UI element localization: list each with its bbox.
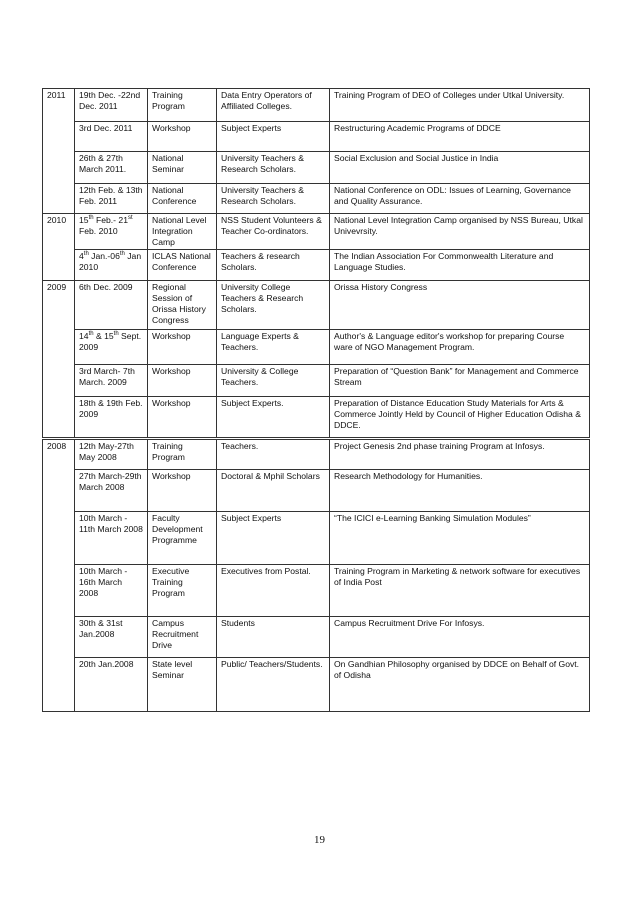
description-cell: Campus Recruitment Drive For Infosys.: [330, 617, 590, 658]
date-cell: 20th Jan.2008: [75, 658, 148, 712]
table-row: [43, 565, 590, 617]
date-text: 4: [79, 251, 84, 261]
participants-cell: Doctoral & Mphil Scholars: [217, 470, 330, 512]
table-row: [43, 214, 590, 250]
type-cell: ICLAS National Conference: [148, 250, 217, 281]
description-cell: Restructuring Academic Programs of DDCE: [330, 122, 590, 152]
date-cell: [75, 330, 148, 365]
date-cell: 6th Dec. 2009: [75, 281, 148, 330]
participants-cell: University Teachers & Research Scholars.: [217, 184, 330, 214]
year-cell: 2010: [43, 214, 75, 281]
page-number: 19: [314, 834, 325, 846]
type-cell: Campus Recruitment Drive: [148, 617, 217, 658]
type-cell: Workshop: [148, 122, 217, 152]
participants-cell: University Teachers & Research Scholars.: [217, 152, 330, 184]
type-cell: Regional Session of Orissa History Congress: [148, 281, 217, 330]
table-row: [43, 250, 590, 281]
year-cell: 2011: [43, 89, 75, 214]
ordinal-suffix: st: [127, 215, 133, 222]
type-cell: National Level Integration Camp: [148, 214, 217, 250]
table-row: [43, 122, 590, 152]
ordinal-suffix: th: [88, 331, 94, 338]
table-row: [43, 281, 590, 330]
table-row: [43, 152, 590, 184]
description-cell: Social Exclusion and Social Justice in India: [330, 152, 590, 184]
participants-cell: Language Experts & Teachers.: [217, 330, 330, 365]
table-row: [43, 512, 590, 565]
participants-cell: Subject Experts: [217, 122, 330, 152]
ordinal-suffix: th: [88, 215, 94, 222]
participants-cell: NSS Student Volunteers & Teacher Co-ordinators.: [217, 214, 330, 250]
ordinal-suffix: th: [113, 331, 119, 338]
description-cell: Preparation of “Question Bank” for Management and Commerce Stream: [330, 365, 590, 397]
date-text: & 15: [93, 331, 114, 341]
date-text: Feb.- 21: [93, 215, 128, 225]
type-cell: Training Program: [148, 439, 217, 470]
description-cell: Training Program in Marketing & network software for executives of India Post: [330, 565, 590, 617]
table-row: [43, 330, 590, 365]
date-cell: 3rd March- 7th March. 2009: [75, 365, 148, 397]
description-cell: Research Methodology for Humanities.: [330, 470, 590, 512]
description-cell: On Gandhian Philosophy organised by DDCE on Behalf of Govt. of Odisha: [330, 658, 590, 712]
participants-cell: Public/ Teachers/Students.: [217, 658, 330, 712]
date-cell: 26th & 27th March 2011.: [75, 152, 148, 184]
type-cell: Executive Training Program: [148, 565, 217, 617]
description-cell: National Level Integration Camp organised by NSS Bureau, Utkal Univevrsity.: [330, 214, 590, 250]
table-row: [43, 184, 590, 214]
description-cell: Author's & Language editor's workshop for preparing Course ware of NGO Management Program.: [330, 330, 590, 365]
date-cell: 10th March - 16th March 2008: [75, 565, 148, 617]
participants-cell: Teachers.: [217, 439, 330, 470]
date-cell: 10th March - 11th March 2008: [75, 512, 148, 565]
date-cell: [75, 250, 148, 281]
year-cell: 2008: [43, 439, 75, 712]
date-cell: 19th Dec. -22nd Dec. 2011: [75, 89, 148, 122]
ordinal-suffix: th: [83, 251, 89, 258]
date-text: Jan 2010: [79, 251, 142, 272]
type-cell: Training Program: [148, 89, 217, 122]
description-cell: The Indian Association For Commonwealth Literature and Language Studies.: [330, 250, 590, 281]
participants-cell: Teachers & research Scholars.: [217, 250, 330, 281]
participants-cell: Students: [217, 617, 330, 658]
participants-cell: Subject Experts: [217, 512, 330, 565]
date-cell: 27th March-29th March 2008: [75, 470, 148, 512]
date-cell: 12th Feb. & 13th Feb. 2011: [75, 184, 148, 214]
table-row: [43, 658, 590, 712]
year-cell: 2009: [43, 281, 75, 439]
description-cell: Project Genesis 2nd phase training Program at Infosys.: [330, 439, 590, 470]
type-cell: Workshop: [148, 470, 217, 512]
type-cell: Faculty Development Programme: [148, 512, 217, 565]
table-row: [43, 470, 590, 512]
table-row: [43, 617, 590, 658]
date-cell: 30th & 31st Jan.2008: [75, 617, 148, 658]
type-cell: Workshop: [148, 397, 217, 439]
participants-cell: Data Entry Operators of Affiliated Colleges.: [217, 89, 330, 122]
description-cell: Preparation of Distance Education Study Materials for Arts & Commerce Jointly Held by Council of Higher Education Odisha & DDCE.: [330, 397, 590, 439]
participants-cell: Executives from Postal.: [217, 565, 330, 617]
date-text: Feb. 2010: [79, 226, 118, 236]
participants-cell: University & College Teachers.: [217, 365, 330, 397]
activities-table: [42, 88, 590, 712]
date-text: 15: [79, 215, 89, 225]
date-text: Sept. 2009: [79, 331, 142, 352]
type-cell: National Seminar: [148, 152, 217, 184]
table-row: [43, 89, 590, 122]
date-cell: 18th & 19th Feb. 2009: [75, 397, 148, 439]
participants-cell: University College Teachers & Research Scholars.: [217, 281, 330, 330]
date-cell: 12th May-27th May 2008: [75, 439, 148, 470]
date-cell: [75, 214, 148, 250]
date-text: 14: [79, 331, 89, 341]
date-cell: 3rd Dec. 2011: [75, 122, 148, 152]
date-text: Jan.-06: [88, 251, 120, 261]
type-cell: National Conference: [148, 184, 217, 214]
table-row: [43, 397, 590, 439]
type-cell: State level Seminar: [148, 658, 217, 712]
participants-cell: Subject Experts.: [217, 397, 330, 439]
table-row: [43, 439, 590, 470]
type-cell: Workshop: [148, 330, 217, 365]
description-cell: “The ICICI e-Learning Banking Simulation Modules”: [330, 512, 590, 565]
description-cell: National Conference on ODL: Issues of Learning, Governance and Quality Assurance.: [330, 184, 590, 214]
description-cell: Training Program of DEO of Colleges under Utkal University.: [330, 89, 590, 122]
type-cell: Workshop: [148, 365, 217, 397]
ordinal-suffix: th: [119, 251, 125, 258]
description-cell: Orissa History Congress: [330, 281, 590, 330]
table-row: [43, 365, 590, 397]
